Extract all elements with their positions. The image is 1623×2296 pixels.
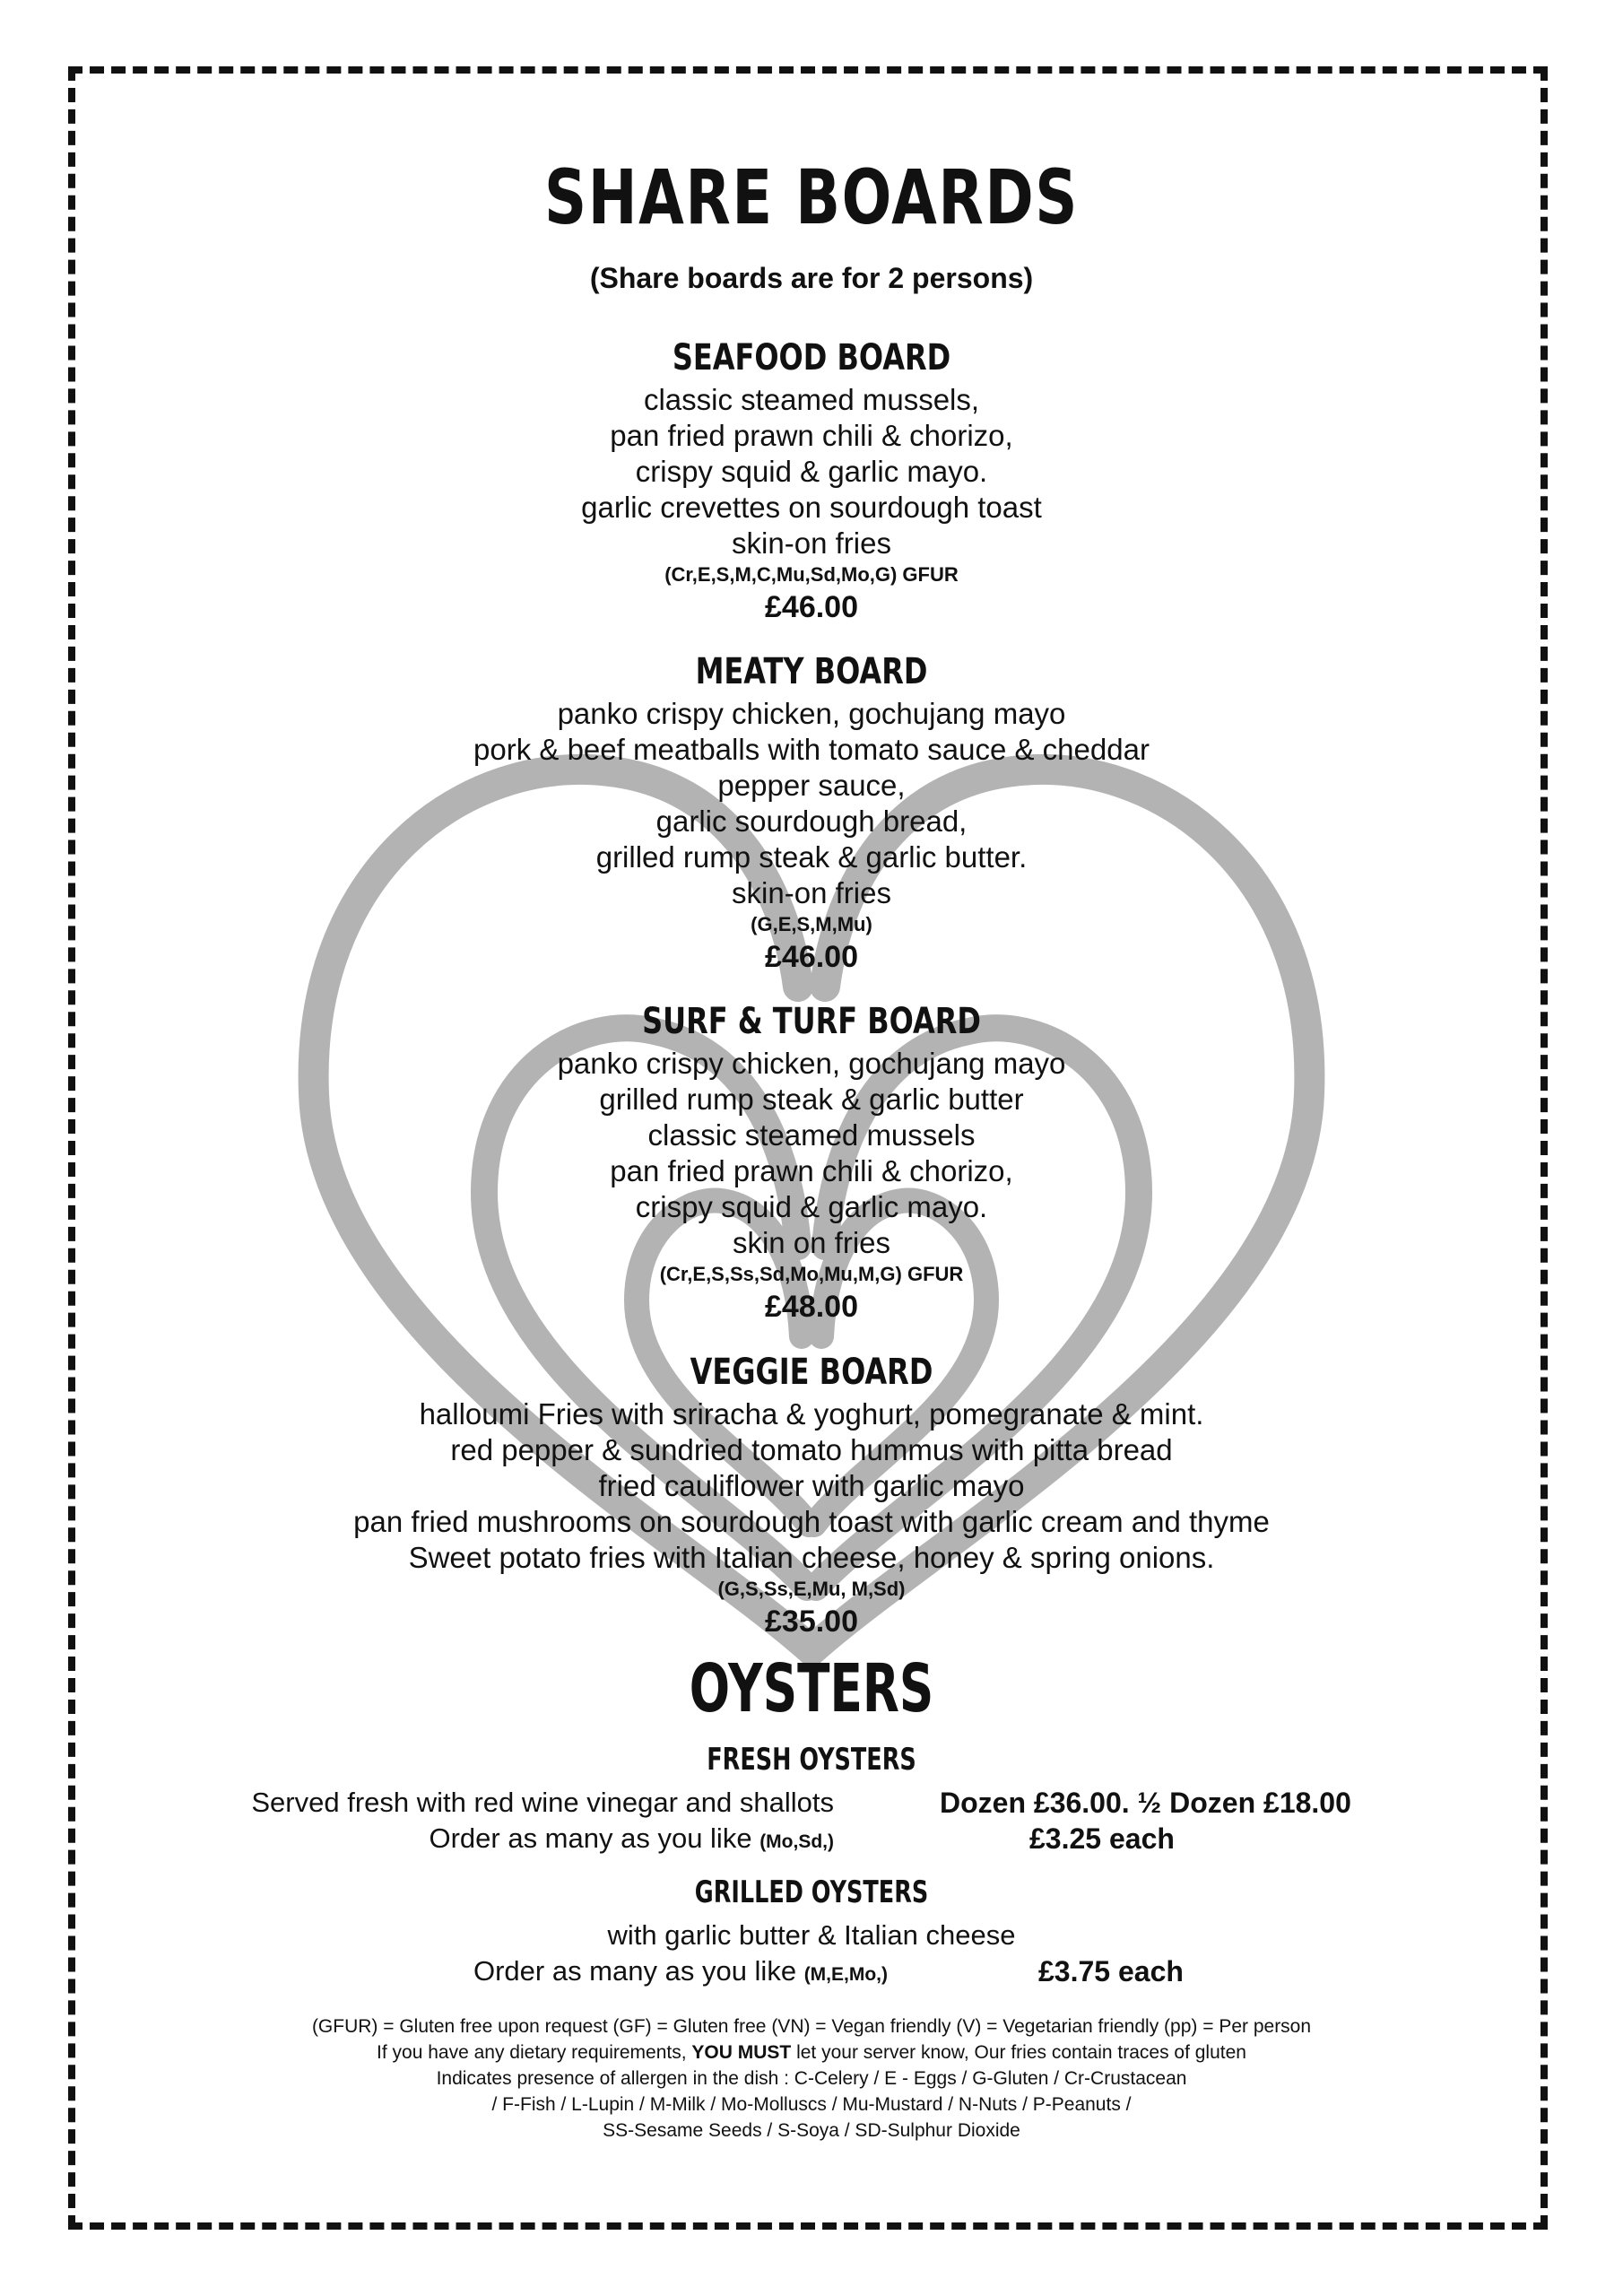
footer-line: (GFUR) = Gluten free upon request (GF) = Gluten free (VN) = Vegan friendly (V) = Vegetarian friendly (pp) = Per person: [311, 2016, 1312, 2037]
board-item: crispy squid & garlic mayo.: [635, 1190, 988, 1223]
board-title: VEGGIE BOARD: [690, 1352, 933, 1393]
board-item: skin on fries: [732, 1226, 891, 1259]
footer-text: If you have any dietary requirements,: [377, 2042, 692, 2063]
board-price: £46.00: [765, 940, 858, 974]
footer-notes: [0, 2013, 1623, 2144]
grilled-oysters-line2: [473, 1953, 888, 1993]
allergen-codes: (G,E,S,M,Mu): [751, 913, 872, 935]
board-title: MEATY BOARD: [695, 651, 928, 692]
allergen-codes: (Cr,E,S,Ss,Sd,Mo,Mu,M,G) GFUR: [659, 1263, 964, 1285]
board-price: £35.00: [765, 1605, 858, 1639]
board-item: grilled rump steak & garlic butter: [599, 1083, 1024, 1116]
board-item: classic steamed mussels: [647, 1118, 976, 1152]
footer-line: [0, 2039, 1623, 2066]
board-price: £48.00: [765, 1290, 858, 1324]
board-item: pan fried prawn chili & chorizo,: [610, 1154, 1013, 1187]
board-item: skin-on fries: [732, 526, 891, 560]
footer-line: SS-Sesame Seeds / S-Soya / SD-Sulphur Dioxide: [603, 2120, 1020, 2141]
order-text: Order as many as you like: [473, 1955, 797, 1987]
footer-line: / F-Fish / L-Lupin / M-Milk / Mo-Molluscs / Mu-Mustard / N-Nuts / P-Peanuts /: [491, 2094, 1132, 2115]
footer-text: let your server know, Our fries contain traces of gluten: [791, 2042, 1246, 2063]
allergen-codes: (M,E,Mo,): [803, 1964, 888, 1985]
board-item: pan fried prawn chili & chorizo,: [610, 419, 1013, 452]
grilled-oysters-title: GRILLED OYSTERS: [694, 1874, 929, 1910]
order-text: Order as many as you like: [429, 1822, 752, 1854]
footer-emphasis: YOU MUST: [691, 2042, 792, 2063]
board-title: SEAFOOD BOARD: [672, 337, 951, 378]
fresh-oysters-title: FRESH OYSTERS: [707, 1742, 916, 1778]
board-item: grilled rump steak & garlic butter.: [595, 840, 1028, 874]
board-item: crispy squid & garlic mayo.: [635, 455, 988, 488]
meaty-board: [0, 648, 1623, 976]
board-item: garlic sourdough bread,: [655, 804, 968, 838]
board-item: Sweet potato fries with Italian cheese, honey & spring onions.: [408, 1541, 1215, 1574]
board-item: pan fried mushrooms on sourdough toast with garlic cream and thyme: [353, 1505, 1270, 1538]
board-price: £46.00: [765, 590, 858, 624]
board-item: pepper sauce,: [717, 769, 906, 802]
grilled-oysters-each-price: £3.75 each: [1038, 1955, 1184, 1987]
board-item: red pepper & sundried tomato hummus with pitta bread: [450, 1433, 1173, 1466]
page-title: SHARE BOARDS: [543, 153, 1080, 241]
veggie-board: [0, 1348, 1623, 1640]
board-item: classic steamed mussels,: [643, 383, 980, 416]
fresh-oysters-line1: Served fresh with red wine vinegar and shallots: [251, 1787, 834, 1818]
board-item: pork & beef meatballs with tomato sauce & cheddar: [473, 733, 1150, 766]
fresh-oysters-line2: [429, 1821, 834, 1860]
board-item: fried cauliflower with garlic mayo: [598, 1469, 1025, 1502]
fresh-oysters-each-price: £3.25 each: [1029, 1822, 1175, 1855]
board-item: halloumi Fries with sriracha & yoghurt, pomegranate & mint.: [419, 1397, 1204, 1431]
fresh-oysters-dozen-price: Dozen £36.00. ½ Dozen £18.00: [940, 1787, 1351, 1819]
board-item: panko crispy chicken, gochujang mayo: [557, 697, 1066, 730]
allergen-codes: (Cr,E,S,M,C,Mu,Sd,Mo,G) GFUR: [664, 563, 959, 586]
oysters-title: OYSTERS: [689, 1650, 934, 1727]
surf-turf-board: [0, 997, 1623, 1326]
board-item: panko crispy chicken, gochujang mayo: [557, 1047, 1066, 1080]
board-title: SURF & TURF BOARD: [642, 1001, 981, 1042]
allergen-codes: (Mo,Sd,): [759, 1831, 834, 1852]
footer-line: Indicates presence of allergen in the dish : C-Celery / E - Eggs / G-Gluten / Cr-Crustacean: [436, 2068, 1187, 2089]
grilled-oysters-line1: with garlic butter & Italian cheese: [607, 1919, 1016, 1951]
board-item: skin-on fries: [732, 876, 891, 909]
subtitle: (Share boards are for 2 persons): [589, 262, 1034, 294]
allergen-codes: (G,S,Ss,E,Mu, M,Sd): [717, 1578, 906, 1600]
board-item: garlic crevettes on sourdough toast: [581, 491, 1042, 524]
seafood-board: [0, 334, 1623, 626]
